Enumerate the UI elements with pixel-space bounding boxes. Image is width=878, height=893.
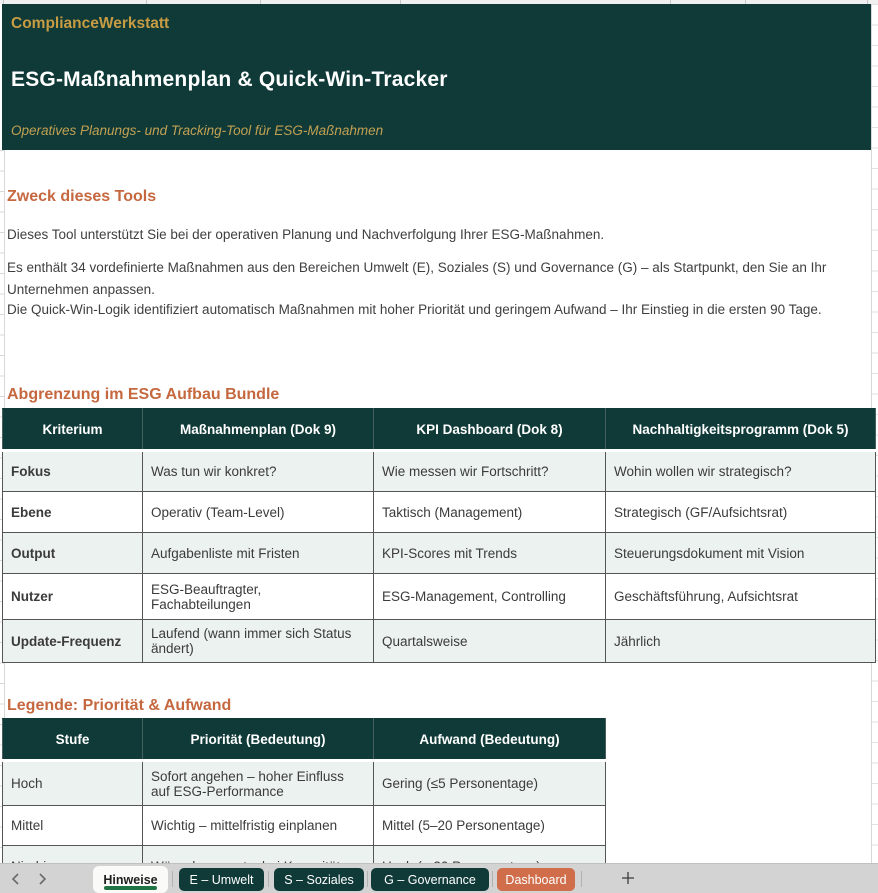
cell[interactable]: Ebene: [3, 492, 143, 533]
cell[interactable]: Wie messen wir Fortschritt?: [374, 451, 606, 492]
sheet-tab-label: E – Umwelt: [189, 872, 254, 887]
cell[interactable]: Sofort angehen – hoher Einfluss auf ESG-Performance: [143, 761, 374, 806]
sheet-tab-e-umwelt[interactable]: [179, 868, 264, 891]
cell[interactable]: Mittel (5–20 Personentage): [374, 806, 606, 846]
cell[interactable]: Wichtig – mittelfristig einplanen: [143, 806, 374, 846]
cell[interactable]: Jährlich: [606, 620, 876, 663]
cell[interactable]: Output: [3, 533, 143, 574]
chevron-right-icon[interactable]: [34, 871, 50, 887]
column-header[interactable]: Aufwand (Bedeutung): [374, 719, 606, 761]
page-subtitle: Operatives Planungs- und Tracking-Tool für ESG-Maßnahmen: [11, 123, 384, 138]
section-heading-abgrenzung: Abgrenzung im ESG Aufbau Bundle: [7, 386, 280, 403]
add-sheet-icon[interactable]: [620, 870, 638, 888]
cell[interactable]: ESG-Beauftragter, Fachabteilungen: [143, 574, 374, 620]
page-title: ESG-Maßnahmenplan & Quick-Win-Tracker: [11, 68, 448, 91]
cell[interactable]: Steuerungsdokument mit Vision: [606, 533, 876, 574]
cell[interactable]: Laufend (wann immer sich Status ändert): [143, 620, 374, 663]
table-row: [3, 620, 876, 663]
column-header[interactable]: Priorität (Bedeutung): [143, 719, 374, 761]
brand-name: ComplianceWerkstatt: [11, 15, 170, 32]
column-header[interactable]: Stufe: [3, 719, 143, 761]
sheet-tab-label: Dashboard: [505, 872, 567, 887]
cell[interactable]: Aufgabenliste mit Fristen: [143, 533, 374, 574]
cell[interactable]: Update-Frequenz: [3, 620, 143, 663]
active-tab-underline: [104, 886, 157, 890]
cell[interactable]: Hoch: [3, 761, 143, 806]
cell[interactable]: Geschäftsführung, Aufsichtsrat: [606, 574, 876, 620]
table-row: [3, 574, 876, 620]
sheet-tab-s-soziales[interactable]: [274, 868, 364, 891]
sheet-tab-label: G – Governance: [384, 872, 476, 887]
section-heading-legende: Legende: Priorität & Aufwand: [7, 697, 232, 714]
cell[interactable]: KPI-Scores mit Trends: [374, 533, 606, 574]
table-row: [3, 451, 876, 492]
table-row: [3, 533, 876, 574]
table-header-row: [3, 719, 606, 761]
abgrenzung-table: [2, 408, 876, 663]
table-row: [3, 761, 606, 806]
cell[interactable]: Fokus: [3, 451, 143, 492]
sheet-tab-bar: [0, 863, 878, 893]
column-header[interactable]: Maßnahmenplan (Dok 9): [143, 409, 374, 451]
sheet-tab-label: S – Soziales: [284, 872, 354, 887]
cell[interactable]: Nutzer: [3, 574, 143, 620]
cell[interactable]: Wohin wollen wir strategisch?: [606, 451, 876, 492]
cell[interactable]: ESG-Management, Controlling: [374, 574, 606, 620]
cell[interactable]: Strategisch (GF/Aufsichtsrat): [606, 492, 876, 533]
paragraph: Dieses Tool unterstützt Sie bei der operativen Planung und Nachverfolgung Ihrer ESG-Maßnahmen.: [7, 227, 605, 242]
section-heading-zweck: Zweck dieses Tools: [7, 188, 157, 205]
cell[interactable]: Taktisch (Management): [374, 492, 606, 533]
cell[interactable]: Operativ (Team-Level): [143, 492, 374, 533]
sheet-tab-label: Hinweise: [103, 872, 158, 887]
cell[interactable]: Mittel: [3, 806, 143, 846]
paragraph: Die Quick-Win-Logik identifiziert automatisch Maßnahmen mit hoher Priorität und geringem Aufwand – Ihr Einstieg in die ersten 90 Tage.: [7, 302, 822, 317]
table-header-row: [3, 409, 876, 451]
title-band: [2, 4, 871, 150]
cell[interactable]: Quartalsweise: [374, 620, 606, 663]
table-row: [3, 492, 876, 533]
column-header[interactable]: Nachhaltigkeitsprogramm (Dok 5): [606, 409, 876, 451]
column-header[interactable]: KPI Dashboard (Dok 8): [374, 409, 606, 451]
chevron-left-icon[interactable]: [8, 871, 24, 887]
paragraph: Es enthält 34 vordefinierte Maßnahmen aus den Bereichen Umwelt (E), Soziales (S) und Governance (G) – als Startpunkt, den Sie an Ihr Unternehmen anpassen.: [7, 260, 827, 297]
sheet-tab-dashboard[interactable]: [497, 868, 575, 891]
cell[interactable]: Gering (≤5 Personentage): [374, 761, 606, 806]
table-row: [3, 806, 606, 846]
cell[interactable]: Was tun wir konkret?: [143, 451, 374, 492]
sheet-tab-g-governance[interactable]: [371, 868, 489, 891]
column-header[interactable]: Kriterium: [3, 409, 143, 451]
sheet-tab-hinweise[interactable]: [93, 866, 168, 893]
